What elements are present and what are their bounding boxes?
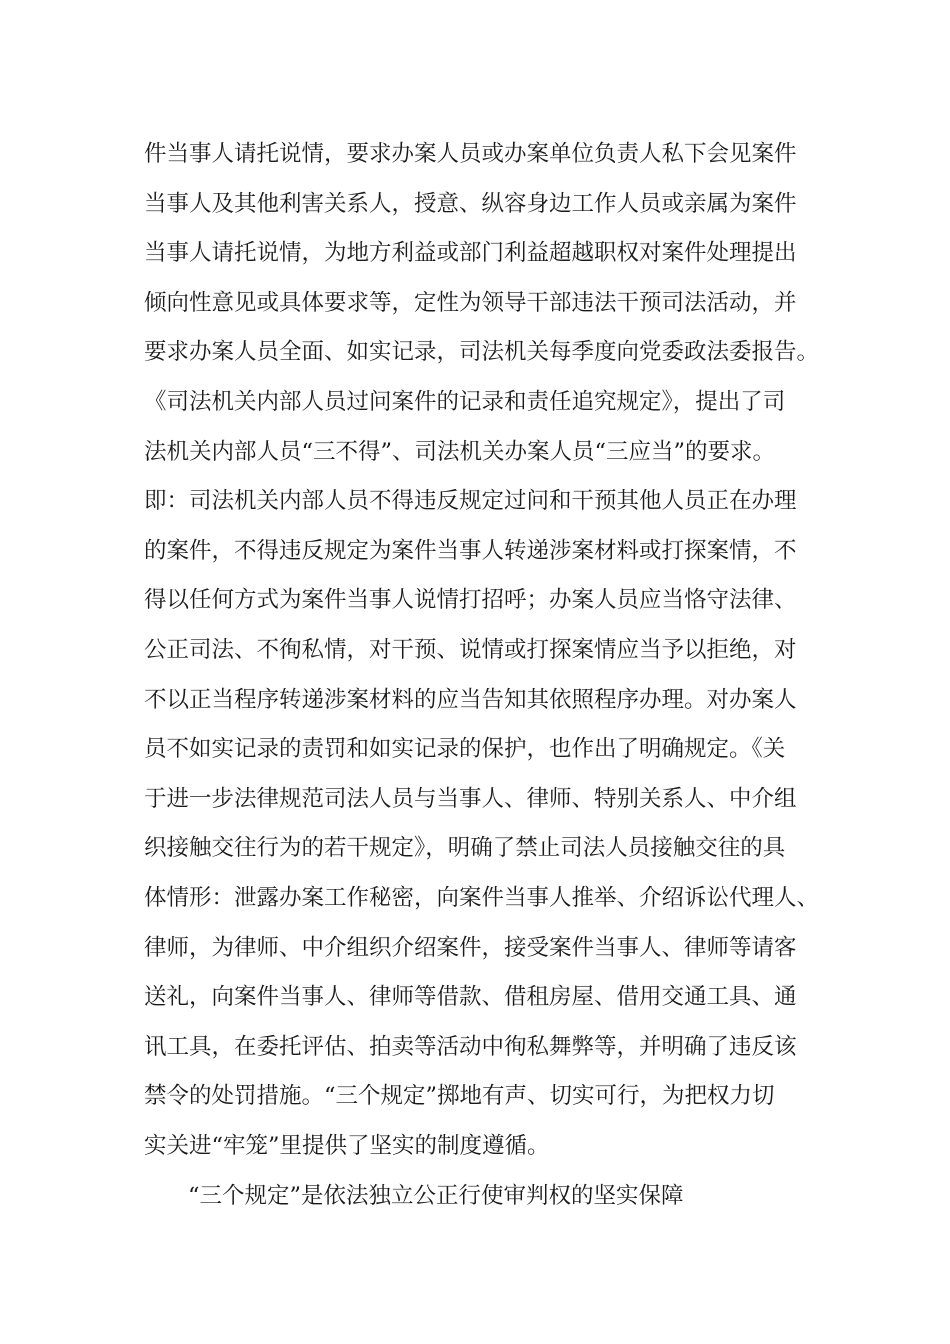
text-line: 律师，为律师、中介组织介绍案件，接受案件当事人、律师等请客 (144, 934, 797, 961)
text-line: 公正司法、不徇私情，对干预、说情或打探案情应当予以拒绝，对 (144, 636, 797, 663)
text-line: 要求办案人员全面、如实记录，司法机关每季度向党委政法委报告。 (144, 339, 820, 366)
text-line: 讯工具，在委托评估、拍卖等活动中徇私舞弊等，并明确了违反该 (144, 1033, 797, 1060)
text-line: 《司法机关内部人员过问案件的记录和责任追究规定》，提出了司 (144, 388, 786, 415)
text-line: 不以正当程序转递涉案材料的应当告知其依照程序办理。对办案人 (144, 686, 797, 713)
section-heading: “三个规定”是依法独立公正行使审判权的坚实保障 (188, 1183, 684, 1209)
text-line: 的案件，不得违反规定为案件当事人转递涉案材料或打探案情，不 (144, 537, 797, 564)
text-line: 倾向性意见或具体要求等，定性为领导干部违法干预司法活动，并 (144, 289, 797, 316)
text-line: 送礼，向案件当事人、律师等借款、借租房屋、借用交通工具、通 (144, 984, 797, 1011)
text-line: 于进一步法律规范司法人员与当事人、律师、特别关系人、中介组 (144, 785, 797, 812)
text-line: 织接触交往行为的若干规定》，明确了禁止司法人员接触交往的具 (144, 835, 786, 862)
text-line: 体情形：泄露办案工作秘密，向案件当事人推举、介绍诉讼代理人、 (144, 884, 820, 911)
text-line: 得以任何方式为案件当事人说情打招呼；办案人员应当恪守法律、 (144, 587, 797, 614)
text-line: 即：司法机关内部人员不得违反规定过问和干预其他人员正在办理 (144, 488, 797, 515)
text-line: 当事人请托说情，为地方利益或部门利益超越职权对案件处理提出 (144, 240, 797, 267)
text-line: 禁令的处罚措施。“三个规定”掷地有声、切实可行，为把权力切 (144, 1083, 775, 1110)
text-line: 当事人及其他利害关系人，授意、纵容身边工作人员或亲属为案件 (144, 190, 797, 217)
text-line: 件当事人请托说情，要求办案人员或办案单位负责人私下会见案件 (144, 141, 797, 167)
body-paragraph (144, 130, 844, 1171)
text-line: 实关进“牢笼”里提供了坚实的制度遵循。 (144, 1132, 550, 1159)
text-line: 法机关内部人员“三不得”、司法机关办案人员“三应当”的要求。 (144, 438, 776, 465)
text-line: 员不如实记录的责罚和如实记录的保护，也作出了明确规定。《关 (144, 736, 786, 763)
